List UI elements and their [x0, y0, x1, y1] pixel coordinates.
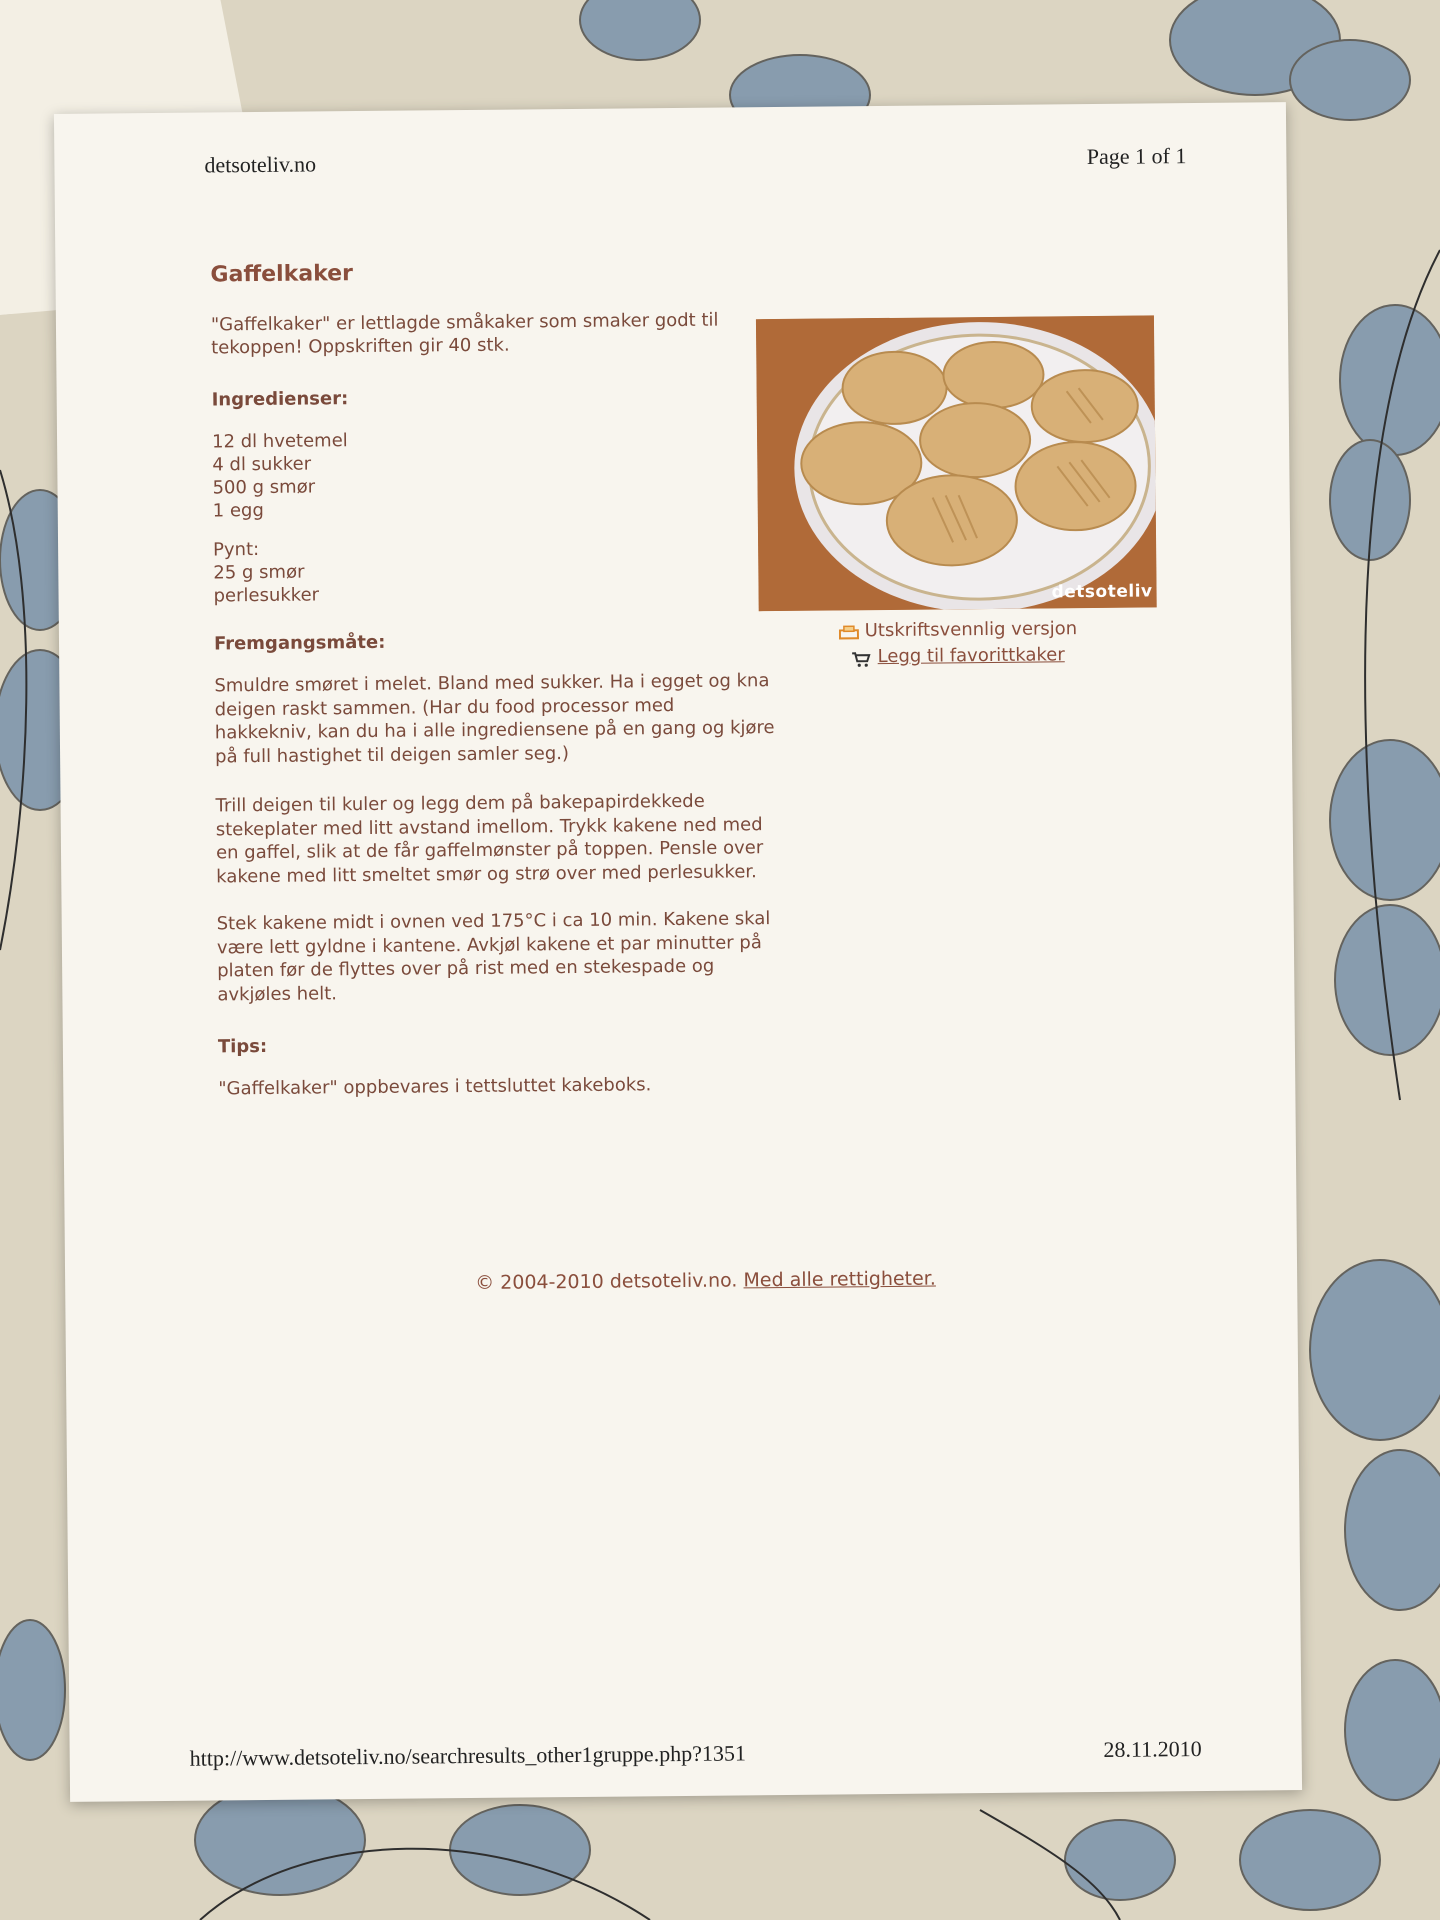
add-favorite-label: Legg til favorittkaker — [877, 644, 1065, 668]
garnish-item: 25 g smør — [213, 561, 305, 584]
garnish-list — [213, 533, 774, 607]
garnish-heading: Pynt: — [213, 539, 260, 561]
print-header-site: detsoteliv.no — [204, 151, 317, 178]
cookie-photo — [756, 315, 1157, 611]
printed-page — [54, 102, 1302, 1802]
method-step: Smuldre smøret i melet. Bland med sukker. Ha i egget og kna deigen raskt sammen. (Har du food processor med hakkekniv, kan du ha i alle ingrediensene på en gang og kjøre på full hastighet til deigen samler seg.) — [214, 670, 775, 767]
ingredients-heading: Ingredienser: — [211, 388, 349, 411]
ingredients-list — [212, 425, 773, 522]
recipe-title: Gaffelkaker — [210, 261, 354, 288]
copyright-line — [475, 1268, 936, 1294]
ingredient-item: 1 egg — [212, 499, 264, 522]
ingredient-item: 4 dl sukker — [212, 453, 312, 476]
print-version-link[interactable] — [759, 615, 1157, 645]
method-step: Trill deigen til kuler og legg dem på bakepapirdekkede stekeplater med litt avstand imellom. Trykk kakene ned med en gaffel, slik at de får gaffelmønster på toppen. Pensle over kakene med litt smeltet smør og strø over med perlesukker. — [215, 790, 764, 887]
ingredient-item: 12 dl hvetemel — [211, 430, 348, 453]
method-step: Stek kakene midt i ovnen ved 175°C i ca 10 min. Kakene skal være lett gyldne i kantene. Avkjøl kakene et par minutter på platen før de flyttes over på rist med en stekespade og avkjøles helt. — [216, 908, 771, 1005]
action-links — [759, 615, 1157, 671]
print-version-label: Utskriftsvennlig versjon — [864, 618, 1078, 642]
ingredient-item: 500 g smør — [212, 476, 316, 499]
print-footer-url: http://www.detsoteliv.no/searchresults_other1gruppe.php?1351 — [189, 1740, 747, 1771]
add-favorite-link[interactable] — [759, 641, 1157, 671]
copyright-text: © 2004-2010 detsoteliv.no. — [475, 1269, 738, 1294]
print-footer-date: 28.11.2010 — [1103, 1736, 1202, 1762]
print-header-page: Page 1 of 1 — [1086, 143, 1187, 170]
garnish-item: perlesukker — [213, 584, 320, 607]
method-heading: Fremgangsmåte: — [213, 631, 386, 655]
photo-watermark: detsoteliv — [1051, 581, 1153, 603]
cart-icon — [852, 649, 872, 665]
recipe-intro: "Gaffelkaker" er lettlagde småkaker som smaker godt til tekoppen! Oppskriften gir 40 stk. — [210, 309, 719, 359]
rights-link[interactable]: Med alle rettigheter. — [743, 1267, 936, 1292]
printer-icon — [839, 623, 859, 639]
recipe-content — [210, 257, 778, 1125]
tips-text: "Gaffelkaker" oppbevares i tettsluttet kakeboks. — [218, 1074, 652, 1100]
tips-heading: Tips: — [217, 1035, 268, 1058]
